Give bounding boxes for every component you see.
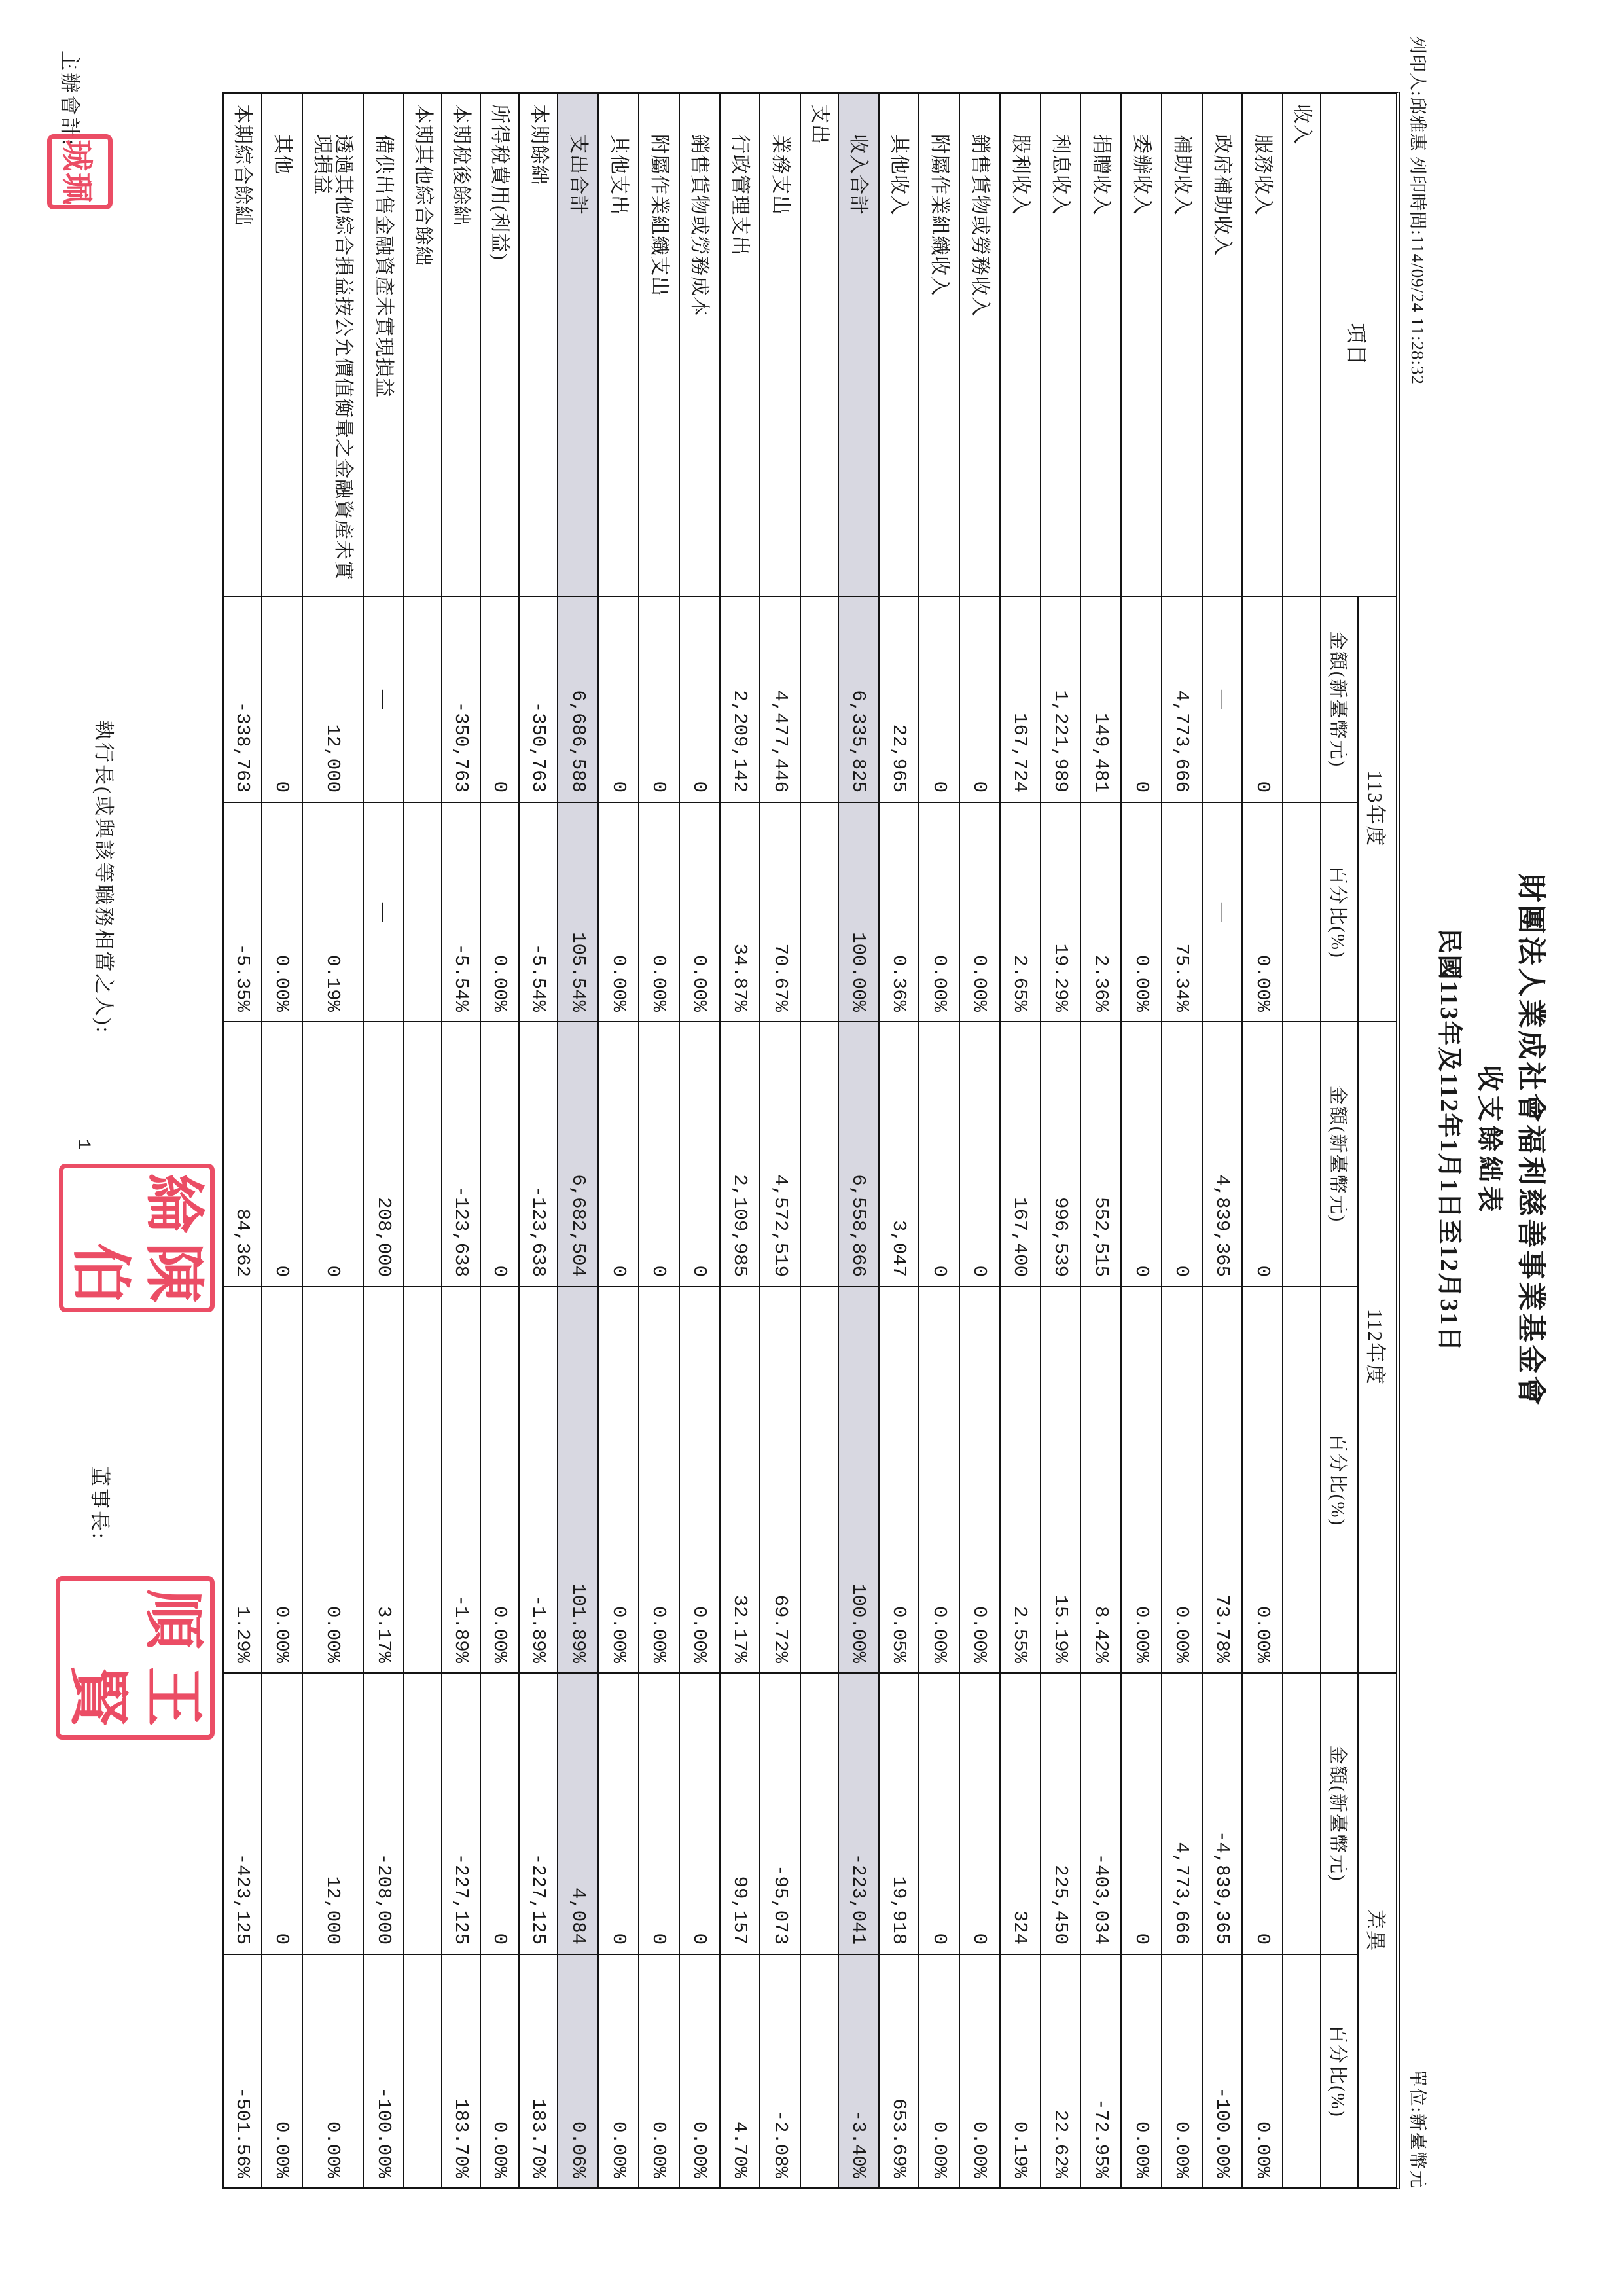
cell-r6-c3: 15.19% — [1041, 1286, 1080, 1672]
chairman-signature-label: 董事長: — [88, 1466, 111, 1541]
cell-r5-c4: -403,034 — [1081, 1672, 1120, 1954]
cell-r20-c5: 0.00% — [481, 1954, 518, 2187]
cell-r4-c3: 0.00% — [1122, 1286, 1161, 1672]
cell-r8-c5: 0.00% — [960, 1954, 999, 2187]
row-label: 其他支出 — [607, 134, 630, 215]
cell-r14-c0: 2,209,142 — [721, 596, 760, 802]
cell-r7-c4: 324 — [1001, 1672, 1040, 1954]
cell-r17-c1: 0.00% — [599, 802, 638, 1021]
cell-r25-c3: 0.00% — [262, 1286, 302, 1672]
table-row — [1283, 94, 1321, 2187]
cell-r24-c5: 0.00% — [303, 1954, 363, 2187]
cell-r14-c2: 2,109,985 — [721, 1021, 760, 1286]
cell-r3-c5: 0.00% — [1162, 1954, 1202, 2187]
seal-character — [63, 1168, 137, 1238]
cell-r20-c2: 0 — [481, 1021, 518, 1286]
row-label: 銷售貨物或勞務收入 — [969, 134, 991, 317]
row-label: 備供出售金融資產未實現損益 — [372, 134, 395, 398]
cell-r8-c4: 0 — [960, 1672, 999, 1954]
table-row — [839, 94, 880, 2187]
cell-r14-c1: 34.87% — [721, 802, 760, 1021]
row-label: 捐贈收入 — [1090, 134, 1113, 215]
row-label: 透過其他綜合損益按公允價值衡量之金融資產未實現損益 — [312, 134, 354, 581]
table-row — [520, 94, 558, 2187]
row-label: 本期稅後餘絀 — [450, 104, 473, 226]
row-label: 收入合計 — [847, 134, 870, 215]
cell-r16-c2: 0 — [639, 1021, 679, 1286]
cell-r24-c0: 12,000 — [303, 596, 363, 802]
table-row — [880, 94, 920, 2187]
cell-r25-c4: 0 — [262, 1672, 302, 1954]
cell-r13-c5: -2.08% — [760, 1954, 800, 2187]
cell-r21-c4: -227,125 — [442, 1672, 480, 1954]
cell-r7-c5: 0.19% — [1001, 1954, 1040, 2187]
cell-r7-c2: 167,400 — [1001, 1021, 1040, 1286]
cell-r0-c1 — [1283, 802, 1320, 1021]
header-amount-diff: 金額(新臺幣元) — [1321, 1672, 1359, 1954]
cell-r17-c0: 0 — [599, 596, 638, 802]
cell-r10-c1: 0.36% — [880, 802, 919, 1021]
report-period: 民國113年及112年1月1日至12月31日 — [1435, 928, 1463, 1353]
seal-character: 綸 — [140, 1173, 207, 1234]
table-row — [1243, 94, 1283, 2187]
currency-unit-label: 單位:新臺幣元 — [1408, 2069, 1427, 2189]
row-label: 支出 — [808, 104, 830, 145]
cell-r22-c3 — [404, 1286, 441, 1672]
cell-r13-c0: 4,477,446 — [760, 596, 800, 802]
cell-r17-c4: 0 — [599, 1672, 638, 1954]
cell-r2-c0: — — [1203, 596, 1242, 802]
cell-r16-c0: 0 — [639, 596, 679, 802]
cell-r19-c4: -227,125 — [520, 1672, 557, 1954]
cell-r23-c2: 208,000 — [364, 1021, 403, 1286]
table-row — [919, 94, 960, 2187]
cell-r4-c5: 0.00% — [1122, 1954, 1161, 2187]
cell-r10-c0: 22,965 — [880, 596, 919, 802]
cell-r19-c5: 183.70% — [520, 1954, 557, 2187]
cell-r2-c1: — — [1203, 802, 1242, 1021]
cell-r18-c4: 4,084 — [558, 1672, 597, 1954]
cell-r15-c3: 0.00% — [680, 1286, 719, 1672]
table-row — [224, 94, 262, 2187]
table-row — [680, 94, 721, 2187]
cell-r14-c3: 32.17% — [721, 1286, 760, 1672]
cell-r23-c3: 3.17% — [364, 1286, 403, 1672]
cell-r8-c1: 0.00% — [960, 802, 999, 1021]
row-label: 本期綜合餘絀 — [232, 104, 254, 226]
table-row — [1162, 94, 1203, 2187]
table-row — [303, 94, 364, 2187]
cell-r25-c1: 0.00% — [262, 802, 302, 1021]
cell-r22-c0 — [404, 596, 441, 802]
table-row — [404, 94, 442, 2187]
cell-r20-c1: 0.00% — [481, 802, 518, 1021]
seal-character: 珹 — [59, 139, 94, 171]
cell-r25-c5: 0.00% — [262, 1954, 302, 2187]
cell-r20-c3: 0.00% — [481, 1286, 518, 1672]
cell-r4-c4: 0 — [1122, 1672, 1161, 1954]
cell-r23-c1: — — [364, 802, 403, 1021]
cell-r0-c3 — [1283, 1286, 1320, 1672]
cell-r5-c3: 8.42% — [1081, 1286, 1120, 1672]
cell-r9-c2: 0 — [919, 1021, 959, 1286]
cell-r11-c5: -3.40% — [839, 1954, 878, 2187]
cell-r4-c0: 0 — [1122, 596, 1161, 802]
cell-r26-c4: -423,125 — [224, 1672, 261, 1954]
cell-r3-c0: 4,773,666 — [1162, 596, 1202, 802]
row-label: 本期其他綜合餘絀 — [412, 104, 434, 266]
cell-r0-c4 — [1283, 1672, 1320, 1954]
cell-r1-c3: 0.00% — [1243, 1286, 1282, 1672]
cell-r9-c1: 0.00% — [919, 802, 959, 1021]
cell-r1-c0: 0 — [1243, 596, 1282, 802]
cell-r0-c2 — [1283, 1021, 1320, 1286]
cell-r1-c1: 0.00% — [1243, 802, 1282, 1021]
cell-r16-c1: 0.00% — [639, 802, 679, 1021]
cell-r14-c4: 99,157 — [721, 1672, 760, 1954]
cell-r2-c3: 73.78% — [1203, 1286, 1242, 1672]
cell-r12-c2 — [801, 1021, 838, 1286]
cell-r14-c5: 4.70% — [721, 1954, 760, 2187]
row-label: 附屬作業組織支出 — [648, 134, 670, 296]
cell-r7-c0: 167,724 — [1001, 596, 1040, 802]
header-percent-112: 百分比(%) — [1321, 1286, 1359, 1672]
cell-r13-c1: 70.67% — [760, 802, 800, 1021]
cell-r18-c5: 0.06% — [558, 1954, 597, 2187]
report-title: 收支餘絀表 — [1475, 1065, 1505, 1216]
cell-r11-c1: 100.00% — [839, 802, 878, 1021]
row-label: 所得稅費用(利益) — [489, 104, 511, 260]
table-row — [558, 94, 599, 2187]
cell-r26-c3: 1.29% — [224, 1286, 261, 1672]
cell-r7-c3: 2.55% — [1001, 1286, 1040, 1672]
cell-r10-c5: 653.69% — [880, 1954, 919, 2187]
cell-r16-c3: 0.00% — [639, 1286, 679, 1672]
table-row — [1081, 94, 1122, 2187]
header-amount-113: 金額(新臺幣元) — [1321, 596, 1359, 802]
cell-r6-c5: 22.62% — [1041, 1954, 1080, 2187]
header-item: 項目 — [1345, 323, 1368, 367]
cell-r6-c1: 19.29% — [1041, 802, 1080, 1021]
cell-r3-c1: 75.34% — [1162, 802, 1202, 1021]
chairman-seal-stamp — [56, 1576, 215, 1740]
cell-r26-c1: -5.35% — [224, 802, 261, 1021]
cell-r20-c4: 0 — [481, 1672, 518, 1954]
cell-r15-c5: 0.00% — [680, 1954, 719, 2187]
cell-r8-c0: 0 — [960, 596, 999, 802]
cell-r24-c3: 0.00% — [303, 1286, 363, 1672]
table-row — [262, 94, 303, 2187]
row-label: 補助收入 — [1171, 134, 1193, 215]
table-row — [1203, 94, 1243, 2187]
cell-r9-c5: 0.00% — [919, 1954, 959, 2187]
table-row — [760, 94, 801, 2187]
cell-r10-c3: 0.05% — [880, 1286, 919, 1672]
row-label: 服務收入 — [1252, 134, 1274, 215]
header-year-112: 112年度 — [1359, 1021, 1396, 1672]
cell-r21-c1: -5.54% — [442, 802, 480, 1021]
table-row — [1041, 94, 1082, 2187]
cell-r25-c2: 0 — [262, 1021, 302, 1286]
cell-r26-c0: -338,763 — [224, 596, 261, 802]
cell-r16-c4: 0 — [639, 1672, 679, 1954]
cell-r3-c3: 0.00% — [1162, 1286, 1202, 1672]
cell-r2-c2: 4,839,365 — [1203, 1021, 1242, 1286]
cell-r6-c0: 1,221,989 — [1041, 596, 1080, 802]
cell-r6-c2: 996,539 — [1041, 1021, 1080, 1286]
table-header — [1321, 94, 1396, 2187]
cell-r22-c4 — [404, 1672, 441, 1954]
cell-r11-c0: 6,335,825 — [839, 596, 878, 802]
cell-r21-c3: -1.89% — [442, 1286, 480, 1672]
organization-title: 財團法人業成社會福利慈善事業基金會 — [1515, 873, 1547, 1408]
row-label: 銷售貨物或勞務成本 — [688, 134, 711, 317]
cell-r18-c2: 6,682,504 — [558, 1021, 597, 1286]
cell-r11-c3: 100.00% — [839, 1286, 878, 1672]
cell-r0-c5 — [1283, 1954, 1320, 2187]
seal-character: 王 — [139, 1666, 206, 1727]
cell-r26-c2: 84,362 — [224, 1021, 261, 1286]
cell-r22-c2 — [404, 1021, 441, 1286]
cell-r1-c2: 0 — [1243, 1021, 1282, 1286]
cell-r22-c1 — [404, 802, 441, 1021]
cell-r17-c3: 0.00% — [599, 1286, 638, 1672]
cell-r4-c2: 0 — [1122, 1021, 1161, 1286]
row-label: 本期餘絀 — [527, 104, 550, 185]
table-row — [599, 94, 639, 2187]
cell-r21-c5: 183.70% — [442, 1954, 480, 2187]
cell-r21-c0: -350,763 — [442, 596, 480, 802]
cell-r17-c5: 0.00% — [599, 1954, 638, 2187]
row-label: 收入 — [1291, 104, 1313, 145]
cell-r3-c2: 0 — [1162, 1021, 1202, 1286]
ceo-seal-stamp — [59, 1164, 215, 1312]
header-percent-diff: 百分比(%) — [1321, 1954, 1359, 2187]
cell-r12-c4 — [801, 1672, 838, 1954]
cell-r23-c4: -208,000 — [364, 1672, 403, 1954]
cell-r16-c5: 0.00% — [639, 1954, 679, 2187]
cell-r26-c5: -501.56% — [224, 1954, 261, 2187]
cell-r19-c2: -123,638 — [520, 1021, 557, 1286]
cell-r5-c0: 149,481 — [1081, 596, 1120, 802]
cell-r9-c4: 0 — [919, 1672, 959, 1954]
cell-r11-c4: -223,041 — [839, 1672, 878, 1954]
cell-r4-c1: 0.00% — [1122, 802, 1161, 1021]
cell-r3-c4: 4,773,666 — [1162, 1672, 1202, 1954]
row-label: 股利收入 — [1009, 134, 1031, 215]
header-difference: 差異 — [1359, 1672, 1396, 2187]
cell-r9-c0: 0 — [919, 596, 959, 802]
cell-r21-c2: -123,638 — [442, 1021, 480, 1286]
cell-r10-c4: 19,918 — [880, 1672, 919, 1954]
cell-r9-c3: 0.00% — [919, 1286, 959, 1672]
table-row — [721, 94, 761, 2187]
cell-r15-c0: 0 — [680, 596, 719, 802]
cell-r2-c5: -100.00% — [1203, 1954, 1242, 2187]
header-amount-112: 金額(新臺幣元) — [1321, 1021, 1359, 1286]
cell-r18-c3: 101.89% — [558, 1286, 597, 1672]
cell-r18-c1: 105.54% — [558, 802, 597, 1021]
cell-r24-c4: 12,000 — [303, 1672, 363, 1954]
row-label: 其他收入 — [888, 134, 910, 215]
cell-r19-c1: -5.54% — [520, 802, 557, 1021]
cell-r5-c1: 2.36% — [1081, 802, 1120, 1021]
cell-r8-c2: 0 — [960, 1021, 999, 1286]
row-label: 附屬作業組織收入 — [928, 134, 950, 296]
print-info: 列印人:邱雅惠 列印時間:114/09/24 11:28:32 — [1408, 36, 1427, 386]
cell-r2-c4: -4,839,365 — [1203, 1672, 1242, 1954]
table-row — [1122, 94, 1162, 2187]
row-label: 行政管理支出 — [729, 134, 751, 256]
seal-character: 賢 — [64, 1666, 132, 1727]
table-row — [639, 94, 680, 2187]
accountant-seal-stamp — [47, 134, 113, 209]
seal-character: 伯 — [67, 1242, 134, 1303]
cell-r12-c0 — [801, 596, 838, 802]
cell-r1-c4: 0 — [1243, 1672, 1282, 1954]
row-label: 委辦收入 — [1130, 134, 1152, 215]
cell-r6-c4: 225,450 — [1041, 1672, 1080, 1954]
table-row — [364, 94, 404, 2187]
cell-r15-c2: 0 — [680, 1021, 719, 1286]
table-row — [442, 94, 481, 2187]
seal-character: 陳 — [140, 1242, 207, 1303]
seal-character: 順 — [139, 1588, 206, 1649]
cell-r13-c4: -95,073 — [760, 1672, 800, 1954]
page-number: 1 — [73, 1139, 93, 1150]
cell-r7-c1: 2.65% — [1001, 802, 1040, 1021]
cell-r5-c2: 552,515 — [1081, 1021, 1120, 1286]
cell-r0-c0 — [1283, 596, 1320, 802]
cell-r20-c0: 0 — [481, 596, 518, 802]
cell-r23-c0: — — [364, 596, 403, 802]
cell-r5-c5: -72.95% — [1081, 1954, 1120, 2187]
seal-character — [60, 1581, 135, 1658]
cell-r22-c5 — [404, 1954, 441, 2187]
ceo-signature-label: 執行長(或與該等職務相當之人): — [92, 720, 115, 1035]
cell-r19-c0: -350,763 — [520, 596, 557, 802]
table-row — [960, 94, 1001, 2187]
cell-r12-c1 — [801, 802, 838, 1021]
header-year-113: 113年度 — [1359, 596, 1396, 1021]
row-label: 其他 — [271, 134, 293, 175]
table-row — [1001, 94, 1041, 2187]
header-percent-113: 百分比(%) — [1321, 802, 1359, 1021]
seal-character: 珮 — [59, 172, 94, 204]
cell-r24-c1: 0.19% — [303, 802, 363, 1021]
row-label: 利息收入 — [1050, 134, 1072, 215]
cell-r17-c2: 0 — [599, 1021, 638, 1286]
cell-r25-c0: 0 — [262, 596, 302, 802]
row-label: 業務支出 — [769, 134, 791, 215]
cell-r10-c2: 3,047 — [880, 1021, 919, 1286]
cell-r19-c3: -1.89% — [520, 1286, 557, 1672]
cell-r23-c5: -100.00% — [364, 1954, 403, 2187]
cell-r15-c4: 0 — [680, 1672, 719, 1954]
table-row — [481, 94, 520, 2187]
row-label: 政府補助收入 — [1211, 134, 1234, 256]
table-body — [224, 94, 1321, 2187]
accountant-signature-label: 主辦會計: — [58, 50, 81, 147]
cell-r24-c2: 0 — [303, 1021, 363, 1286]
cell-r13-c3: 69.72% — [760, 1286, 800, 1672]
row-label: 支出合計 — [567, 134, 590, 215]
cell-r15-c1: 0.00% — [680, 802, 719, 1021]
cell-r8-c3: 0.00% — [960, 1286, 999, 1672]
cell-r18-c0: 6,686,588 — [558, 596, 597, 802]
income-expenditure-table — [222, 92, 1400, 2189]
cell-r13-c2: 4,572,519 — [760, 1021, 800, 1286]
cell-r11-c2: 6,558,866 — [839, 1021, 878, 1286]
cell-r1-c5: 0.00% — [1243, 1954, 1282, 2187]
table-row — [801, 94, 839, 2187]
cell-r12-c5 — [801, 1954, 838, 2187]
cell-r12-c3 — [801, 1286, 838, 1672]
